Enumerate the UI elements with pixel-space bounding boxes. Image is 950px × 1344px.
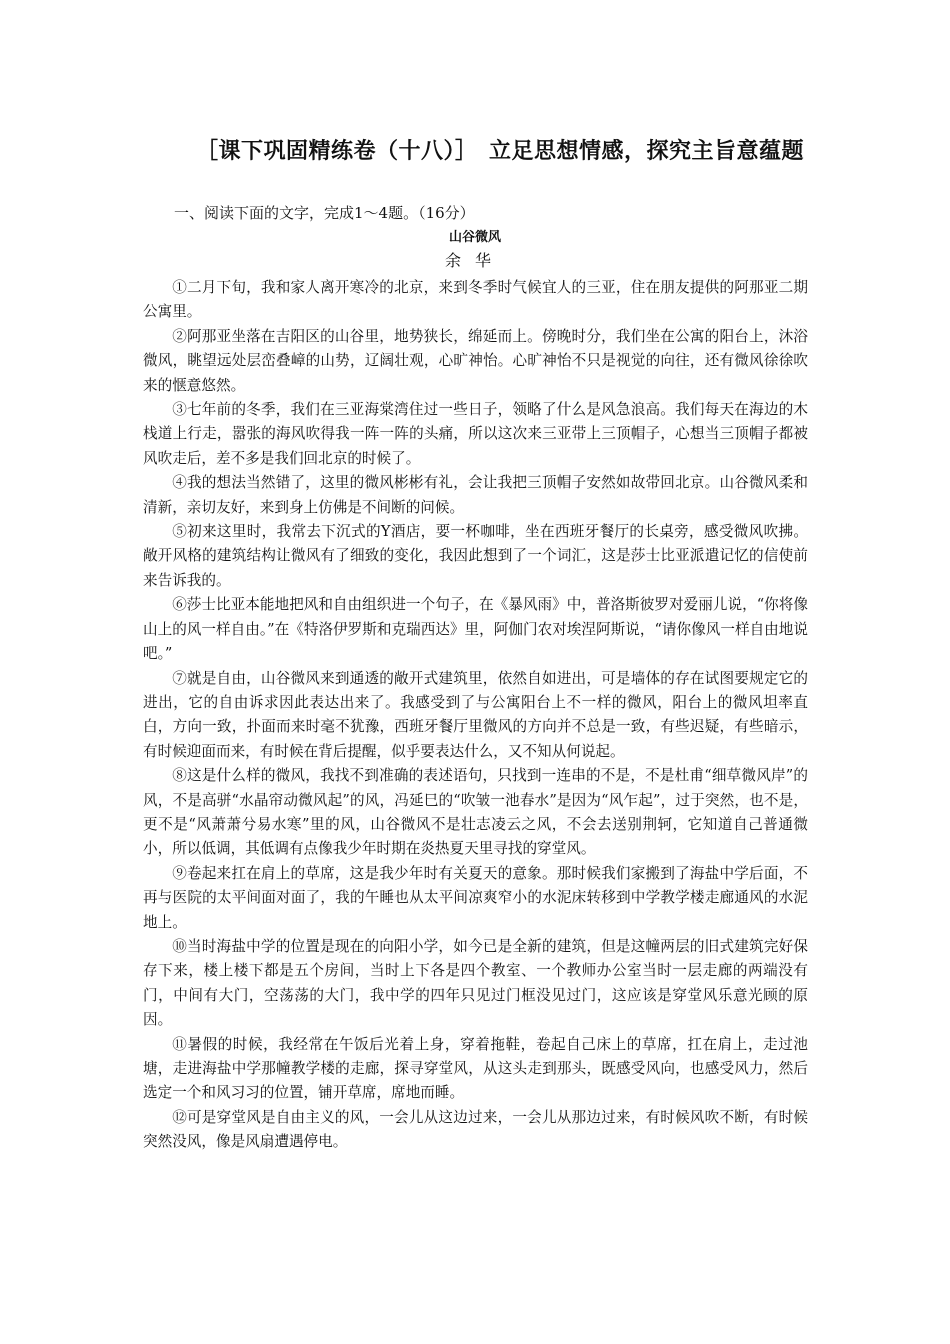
essay-title: 山谷微风 [448, 230, 501, 245]
paragraph-10: ⑩当时海盐中学的位置是现在的向阳小学，如今已是全新的建筑，但是这幢两层的旧式建筑完好保存下来，楼上楼下都是五个房间，当时上下各是四个教室、一个教师办公室当时一层走廊的两端没有门，中间有大门，空荡荡的大门，我中学的四年只见过门框没见过门，这应该是穿堂风乐意光顾的原因。 [143, 937, 808, 1029]
page-title: ［课下巩固精练卷（十八）］ 立足思想情感，探究主旨意蕴题 [196, 138, 805, 164]
paragraph-4: ④我的想法当然错了，这里的微风彬彬有礼，会让我把三顶帽子安然如故带回北京。山谷微风柔和清新，亲切友好，来到身上仿佛是不间断的问候。 [143, 474, 808, 516]
paragraph-8: ⑧这是什么样的微风，我找不到准确的表述语句，只找到一连串的不是，不是杜甫“细草微风岸”的风，不是高骈“水晶帘动微风起”的风，冯延巳的“吹皱一池春水”是因为“风乍起”，过于突然，也不是，更不是“风萧萧兮易水寒”里的风，山谷微风不是壮志凌云之风，不会去送别荆轲，它知道自己普通微小，所以低调，其低调有点像我少年时期在炎热夏天里寻找的穿堂风。 [143, 767, 808, 858]
paragraph-6: ⑥莎士比亚本能地把风和自由组织进一个句子，在《暴风雨》中，普洛斯彼罗对爱丽儿说，“你将像山上的风一样自由。”在《特洛伊罗斯和克瑞西达》里，阿伽门农对埃涅阿斯说，“请你像风一样自由地说吧。” [143, 596, 808, 663]
paragraph-11: ⑪暑假的时候，我经常在午饭后光着上身，穿着拖鞋，卷起自己床上的草席，扛在肩上，走过池塘，走进海盐中学那幢教学楼的走廊，探寻穿堂风，从这头走到那头，既感受风向，也感受风力，然后选定一个和风习习的位置，铺开草席，席地而睡。 [143, 1035, 808, 1102]
paragraph-1: ①二月下旬，我和家人离开寒冷的北京，来到冬季时气候宜人的三亚，住在朋友提供的阿那亚二期公寓里。 [143, 279, 808, 321]
essay-author: 余华 [444, 251, 505, 270]
paragraph-2: ②阿那亚坐落在吉阳区的山谷里，地势狭长，绵延而上。傍晚时分，我们坐在公寓的阳台上，沐浴微风，眺望远处层峦叠嶂的山势，辽阔壮观，心旷神怡。心旷神怡不只是视觉的向往，还有微风徐徐吹来的惬意悠然。 [143, 327, 808, 394]
paragraph-5: ⑤初来这里时，我常去下沉式的Y酒店，要一杯咖啡，坐在西班牙餐厅的长桌旁，感受微风吹拂。敞开风格的建筑结构让微风有了细致的变化，我因此想到了一个词汇，这是莎士比亚派遣记忆的信使前来告诉我的。 [143, 523, 808, 589]
paragraph-3: ③七年前的冬季，我们在三亚海棠湾住过一些日子，领略了什么是风急浪高。我们每天在海边的木栈道上行走，嚣张的海风吹得我一阵一阵的头痛，所以这次来三亚带上三顶帽子，心想当三顶帽子都被风吹走后，差不多是我们回北京的时候了。 [143, 401, 808, 467]
paragraph-7: ⑦就是自由，山谷微风来到通透的敞开式建筑里，依然自如进出，可是墙体的存在试图要规定它的进出，它的自由诉求因此表达出来了。我感受到了与公寓阳台上不一样的微风，阳台上的微风坦率直白，方向一致，扑面而来时毫不犹豫，西班牙餐厅里微风的方向并不总是一致，有些迟疑，有些暗示，有时候迎面而来，有时候在背后提醒，似乎要表达什么，又不知从何说起。 [143, 669, 808, 760]
paragraph-12: ⑫可是穿堂风是自由主义的风，一会儿从这边过来，一会儿从那边过来，有时候风吹不断，有时候突然没风，像是风扇遭遇停电。 [143, 1108, 808, 1151]
essay-body [143, 276, 808, 1155]
paragraph-9: ⑨卷起来扛在肩上的草席，这是我少年时有关夏天的意象。那时候我们家搬到了海盐中学后面，不再与医院的太平间面对面了，我的午睡也从太平间凉爽窄小的水泥床转移到中学教学楼走廊通风的水泥地上。 [143, 864, 808, 931]
section-instruction: 一、阅读下面的文字，完成1～4题。（16分） [174, 204, 475, 222]
